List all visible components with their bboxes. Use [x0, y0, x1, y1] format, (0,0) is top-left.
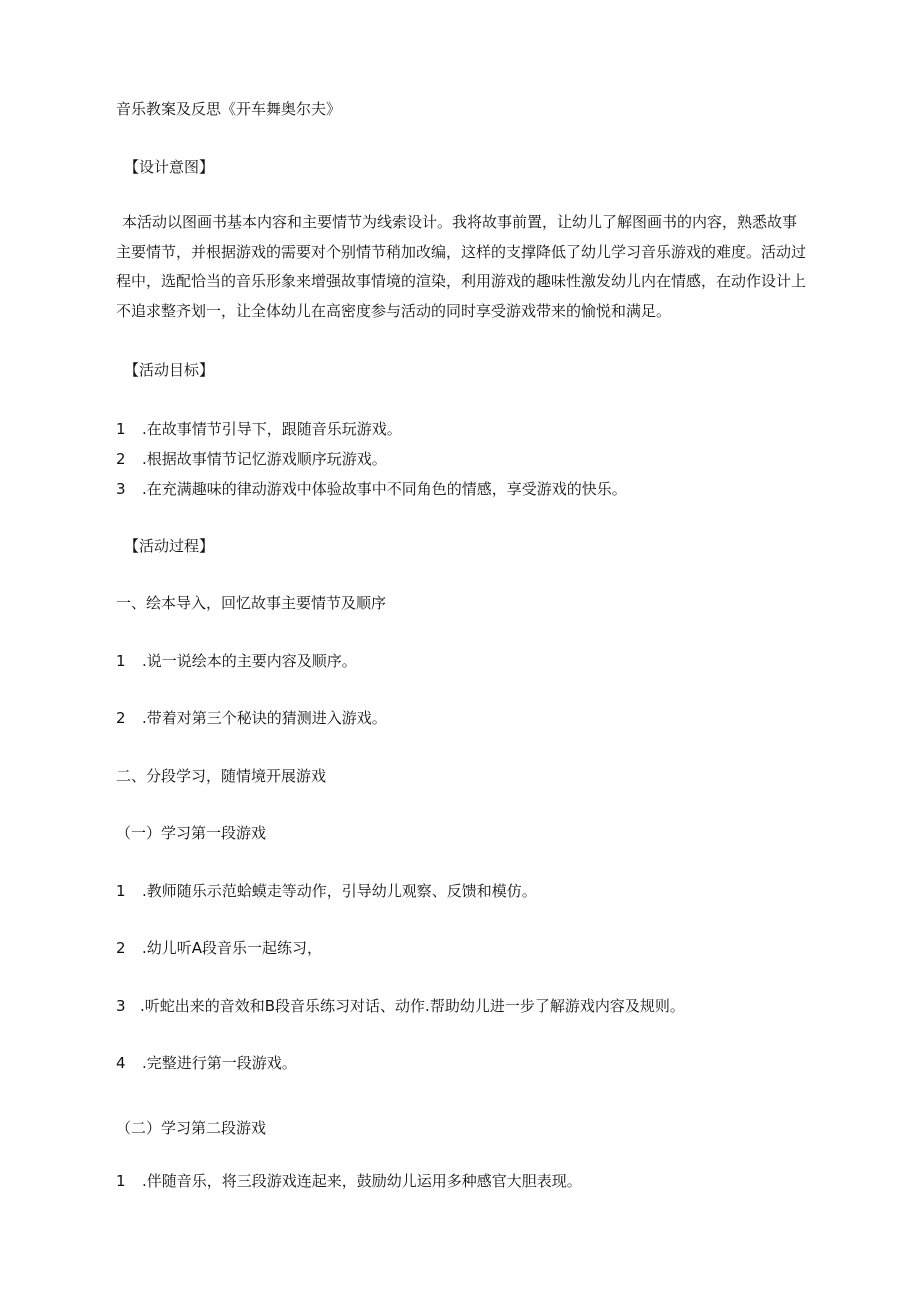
- process-item: [116, 1053, 297, 1073]
- design-intent-body: 本活动以图画书基本内容和主要情节为线索设计。我将故事前置，让幼儿了解图画书的内容，熟悉故事主要情节，并根据游戏的需要对个别情节稍加改编，这样的支撑降低了幼儿学习音乐游戏的难度。活动过程中，选配恰当的音乐形象来增强故事情境的渲染，利用游戏的趣味性激发幼儿内在情感，在动作设计上不追求整齐划一，让全体幼儿在高密度参与活动的同时享受游戏带来的愉悦和满足。: [116, 213, 807, 320]
- process-item-number: 3: [116, 997, 126, 1015]
- document-title: 音乐教案及反思《开车舞奥尔夫》: [116, 100, 342, 118]
- process-sub2-title: （二）学习第二段游戏: [116, 1119, 267, 1137]
- process-item: [116, 881, 537, 901]
- process-item-number: 2: [116, 709, 126, 727]
- process-item: [116, 708, 387, 728]
- goal-item: [116, 419, 402, 439]
- goal-item-text: .在故事情节引导下，跟随音乐玩游戏。: [142, 420, 402, 438]
- process-heading: 【活动过程】: [124, 537, 215, 555]
- goal-item-number: 2: [116, 450, 126, 468]
- goal-item: [116, 479, 627, 499]
- process-part2-title: 二、分段学习，随情境开展游戏: [116, 767, 327, 785]
- process-item-text: .听蛇出来的音效和B段音乐练习对话、动作.帮助幼儿进一步了解游戏内容及规则。: [140, 997, 685, 1015]
- process-item-number: 1: [116, 1172, 126, 1190]
- process-part1-title: 一、绘本导入，回忆故事主要情节及顺序: [116, 594, 387, 612]
- process-item-text: .教师随乐示范蛤蟆走等动作，引导幼儿观察、反馈和模仿。: [142, 882, 537, 900]
- process-item-number: 1: [116, 652, 126, 670]
- process-item-text: .带着对第三个秘诀的猜测进入游戏。: [142, 709, 387, 727]
- process-item-text: .完整进行第一段游戏。: [142, 1054, 297, 1072]
- process-item-text: .幼儿听A段音乐一起练习，: [142, 939, 323, 957]
- goal-item-number: 3: [116, 480, 126, 498]
- process-item: [116, 651, 357, 671]
- process-item: [116, 1171, 582, 1191]
- process-item-number: 4: [116, 1054, 126, 1072]
- goal-item-text: .根据故事情节记忆游戏顺序玩游戏。: [142, 450, 387, 468]
- goal-item-number: 1: [116, 420, 126, 438]
- process-item-text: .说一说绘本的主要内容及顺序。: [142, 652, 357, 670]
- process-item-number: 2: [116, 939, 126, 957]
- design-intent-heading: 【设计意图】: [124, 158, 215, 176]
- process-item: [116, 996, 685, 1016]
- goal-item-text: .在充满趣味的律动游戏中体验故事中不同角色的情感，享受游戏的快乐。: [142, 480, 627, 498]
- goals-heading: 【活动目标】: [124, 361, 215, 379]
- process-item: [116, 938, 322, 958]
- process-sub1-title: （一）学习第一段游戏: [116, 824, 267, 842]
- goal-item: [116, 449, 387, 469]
- process-item-number: 1: [116, 882, 126, 900]
- process-item-text: .伴随音乐，将三段游戏连起来，鼓励幼儿运用多种感官大胆表现。: [142, 1172, 582, 1190]
